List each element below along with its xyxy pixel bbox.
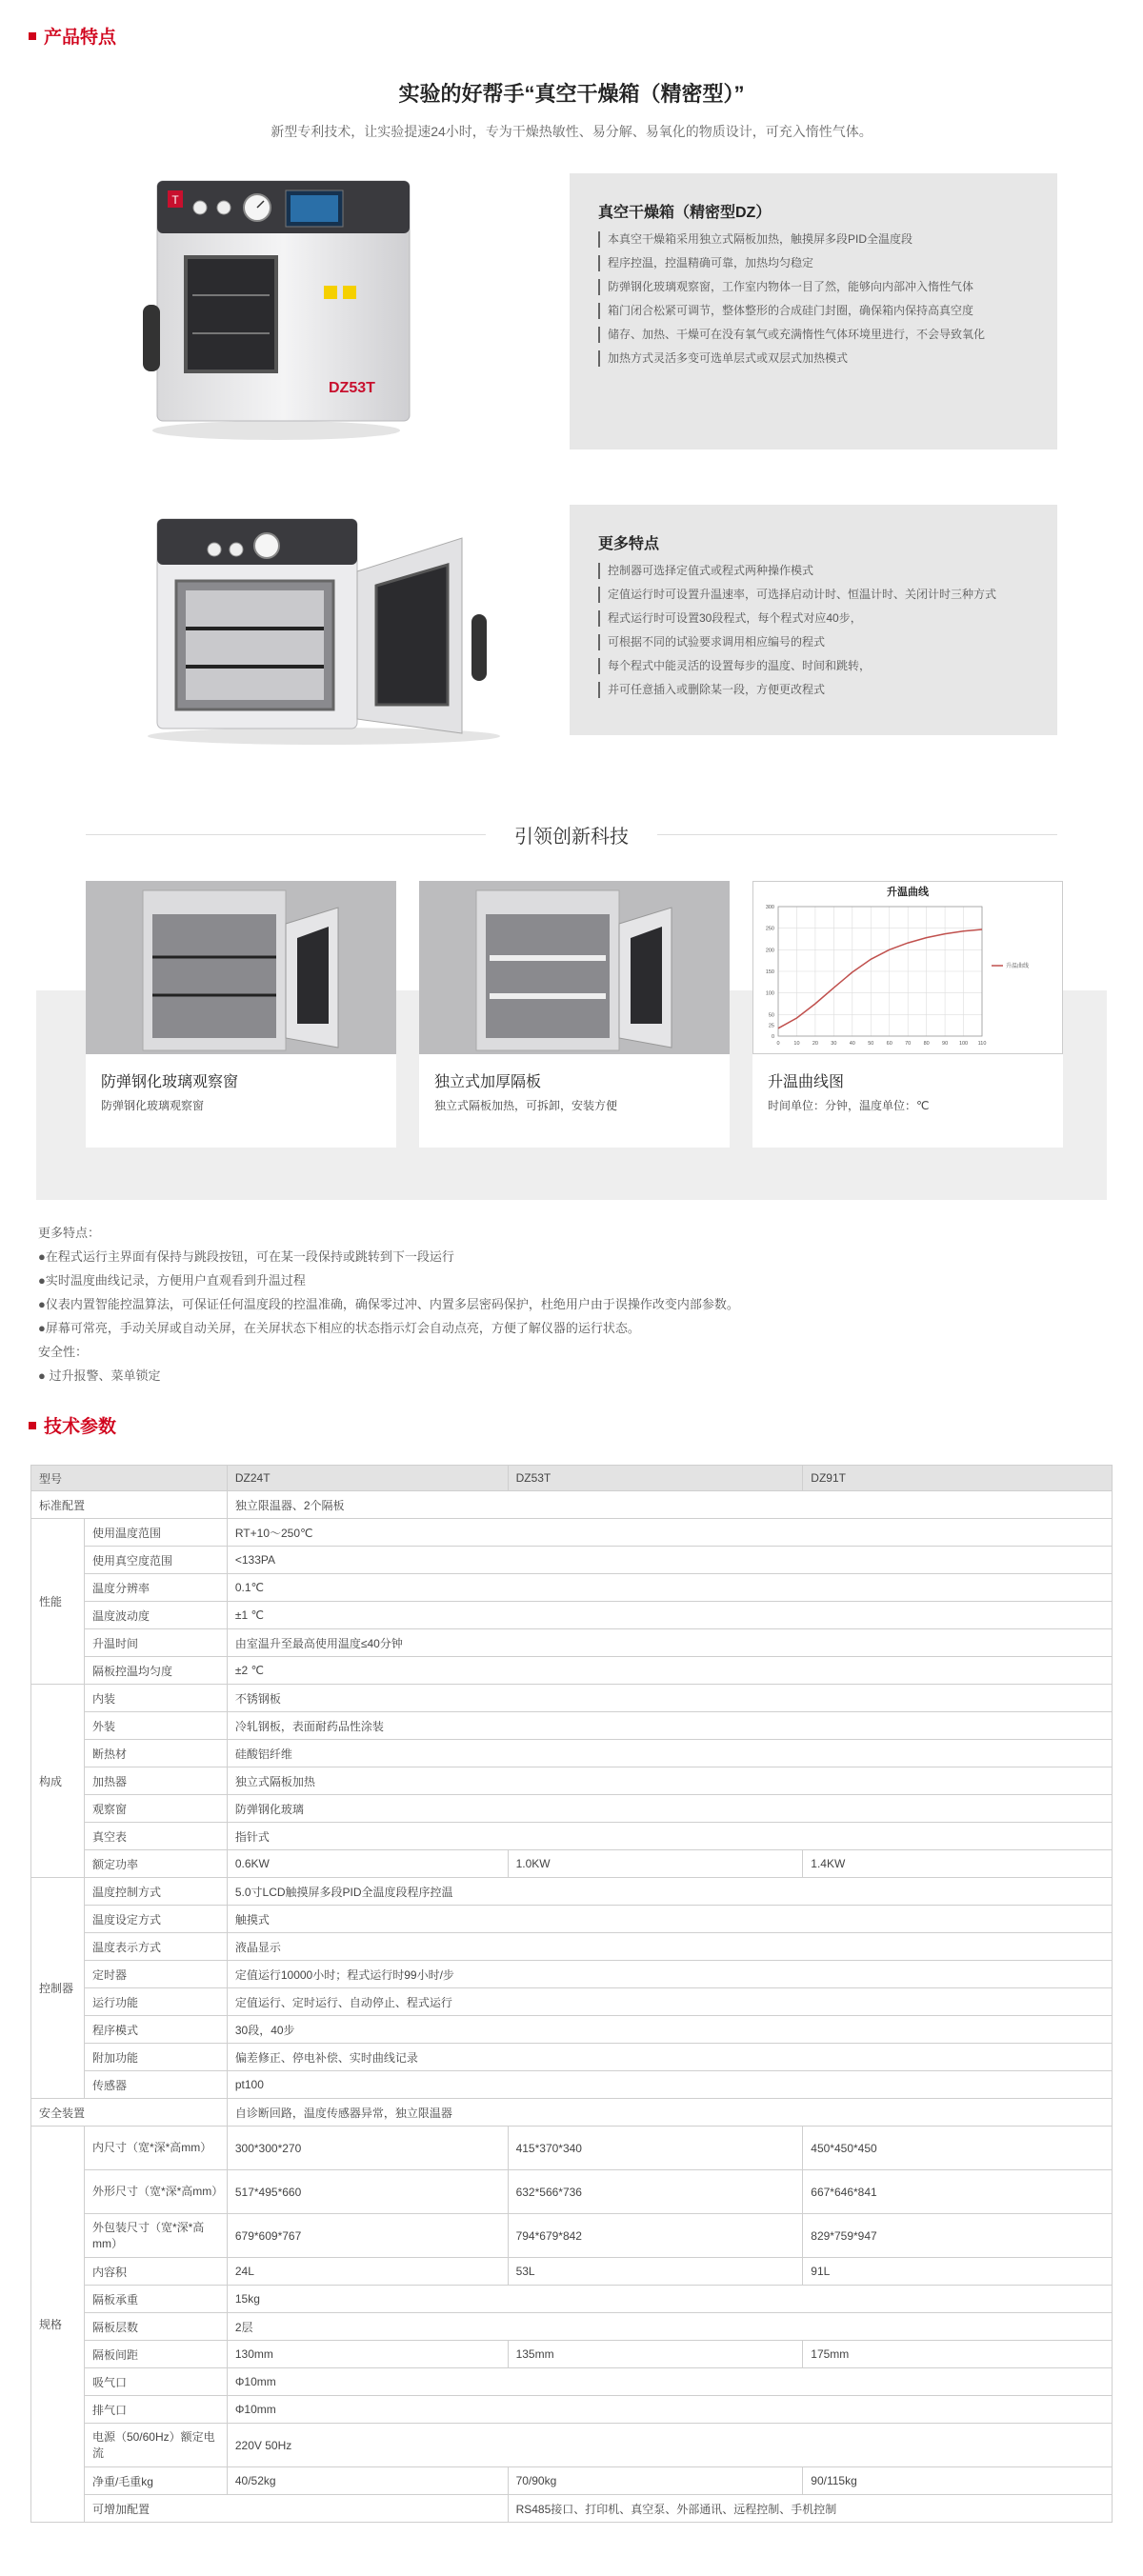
feature-item: 并可任意插入或删除某一段，方便更改程式 — [598, 682, 1029, 698]
card-image — [86, 881, 396, 1054]
table-header-row — [31, 1466, 1113, 1491]
row-label: 隔板承重 — [84, 2286, 227, 2313]
table-row — [31, 1961, 1113, 1988]
row-value: 220V 50Hz — [227, 2424, 1112, 2467]
row-value: Φ10mm — [227, 2396, 1112, 2424]
row-value: 独立式隔板加热 — [227, 1767, 1112, 1795]
y-tick-label: 250 — [765, 926, 774, 932]
row-value: 829*759*947 — [803, 2214, 1113, 2258]
row-label: 程序模式 — [84, 2016, 227, 2044]
row-value: 防弹钢化玻璃 — [227, 1795, 1112, 1823]
row-value: 指针式 — [227, 1823, 1112, 1850]
row-value: 794*679*842 — [508, 2214, 803, 2258]
x-tick-label: 40 — [849, 1041, 855, 1047]
feature-box-precision — [570, 173, 1057, 449]
card-description: 防弹钢化玻璃观察窗 — [101, 1099, 205, 1112]
y-tick-label: 300 — [765, 905, 774, 910]
row-label: 隔板控温均匀度 — [84, 1657, 227, 1685]
row-value: 415*370*340 — [508, 2127, 803, 2170]
group-label: 控制器 — [31, 1878, 85, 2099]
row-value: 2层 — [227, 2313, 1112, 2341]
row-label: 温度波动度 — [84, 1602, 227, 1629]
row-label: 使用温度范围 — [84, 1519, 227, 1547]
row-label: 温度表示方式 — [84, 1933, 227, 1961]
row-label: 温度设定方式 — [84, 1906, 227, 1933]
spec-table — [30, 1465, 1113, 2523]
row-label: 标准配置 — [31, 1491, 228, 1519]
table-row — [31, 2258, 1113, 2286]
features-section-heading — [29, 23, 116, 49]
page-subtitle: 新型专利技术，让实验提速24小时，专为干燥热敏性、易分解、易氧化的物质设计，可充入惰性气体。 — [271, 124, 872, 139]
table-row — [31, 1574, 1113, 1602]
row-value: 0.6KW — [227, 1850, 508, 1878]
y-tick-label: 0 — [771, 1034, 774, 1040]
table-row — [31, 2424, 1113, 2467]
row-label: 隔板间距 — [84, 2341, 227, 2368]
feature-box-more — [570, 505, 1057, 735]
row-label: 外形尺寸（宽*深*高mm） — [84, 2170, 227, 2214]
heading-marker — [29, 1422, 36, 1429]
row-value: <133PA — [227, 1547, 1112, 1574]
row-label: 外装 — [84, 1712, 227, 1740]
chart-title: 升温曲线 — [887, 887, 929, 898]
table-row — [31, 2396, 1113, 2424]
row-value: RS485接口、打印机、真空泵、外部通讯、远程控制、手机控制 — [508, 2495, 1112, 2523]
table-row — [31, 2016, 1113, 2044]
row-value: 175mm — [803, 2341, 1113, 2368]
feature-box-heading: 真空干燥箱（精密型DZ） — [598, 205, 772, 221]
tech-heading-text: 技术参数 — [44, 1417, 117, 1437]
more-features-line: ●屏幕可常亮，手动关屏或自动关屏，在关屏状态下相应的状态指示灯会自动点亮，方便了解仪器的运行状态。 — [38, 1321, 640, 1335]
table-row — [31, 1712, 1113, 1740]
feature-item: 加热方式灵活多变可选单层式或双层式加热模式 — [598, 350, 1029, 367]
more-features-line: ●在程式运行主界面有保持与跳段按钮，可在某一段保持或跳转到下一段运行 — [38, 1249, 454, 1264]
card-description: 独立式隔板加热，可拆卸，安装方便 — [434, 1099, 618, 1112]
table-row — [31, 1823, 1113, 1850]
row-label: 外包装尺寸（宽*深*高mm） — [84, 2214, 227, 2258]
row-value: pt100 — [227, 2071, 1112, 2099]
row-label: 额定功率 — [84, 1850, 227, 1878]
table-row — [31, 1602, 1113, 1629]
y-tick-label: 150 — [765, 969, 774, 975]
row-value: 触摸式 — [227, 1906, 1112, 1933]
header-cell: DZ53T — [508, 1466, 803, 1491]
header-cell: DZ91T — [803, 1466, 1113, 1491]
table-row — [31, 2170, 1113, 2214]
row-value: ±1 ℃ — [227, 1602, 1112, 1629]
divider — [657, 834, 1057, 835]
table-row — [31, 2099, 1113, 2127]
table-row — [31, 1629, 1113, 1657]
card-glass-window — [86, 881, 396, 1148]
row-value: 517*495*660 — [227, 2170, 508, 2214]
innovation-heading-text: 引领创新科技 — [514, 827, 629, 848]
table-row — [31, 1767, 1113, 1795]
row-value: 300*300*270 — [227, 2127, 508, 2170]
feature-item: 可根据不同的试验要求调用相应编号的程式 — [598, 634, 1029, 650]
x-tick-label: 20 — [812, 1041, 818, 1047]
row-label: 断热材 — [84, 1740, 227, 1767]
row-value: RT+10～250℃ — [227, 1519, 1112, 1547]
table-row — [31, 1878, 1113, 1906]
table-row — [31, 1795, 1113, 1823]
page-title: 实验的好帮手“真空干燥箱（精密型）” — [398, 82, 745, 106]
row-value: 1.4KW — [803, 1850, 1113, 1878]
table-row — [31, 1906, 1113, 1933]
table-row — [31, 1988, 1113, 2016]
y-tick-label: 50 — [768, 1012, 774, 1019]
feature-item: 定值运行时可设置升温速率，可选择启动计时、恒温计时、关闭计时三种方式 — [598, 587, 1029, 603]
x-tick-label: 70 — [905, 1041, 912, 1047]
model-label: DZ53T — [329, 380, 375, 396]
header-cell: 型号 — [31, 1466, 228, 1491]
table-row — [31, 1519, 1113, 1547]
row-label: 升温时间 — [84, 1629, 227, 1657]
feature-item: 本真空干燥箱采用独立式隔板加热，触摸屏多段PID全温度段 — [598, 231, 1029, 248]
group-label: 性能 — [31, 1519, 85, 1685]
row-label: 定时器 — [84, 1961, 227, 1988]
more-features-line: 更多特点： — [38, 1226, 101, 1240]
card-shelf — [419, 881, 730, 1148]
row-value: 70/90kg — [508, 2467, 803, 2495]
group-label: 规格 — [31, 2127, 85, 2523]
row-value: 液晶显示 — [227, 1933, 1112, 1961]
card-image — [419, 881, 730, 1054]
card-title: 独立式加厚隔板 — [434, 1074, 542, 1090]
card-description: 时间单位：分钟，温度单位：℃ — [768, 1099, 930, 1112]
row-value: 冷轧钢板，表面耐药品性涂装 — [227, 1712, 1112, 1740]
row-value: 独立限温器、2个隔板 — [227, 1491, 1112, 1519]
row-label: 内容积 — [84, 2258, 227, 2286]
row-label: 内装 — [84, 1685, 227, 1712]
table-row — [31, 1547, 1113, 1574]
card-title: 升温曲线图 — [768, 1074, 845, 1090]
x-tick-label: 100 — [958, 1041, 969, 1047]
group-label: 构成 — [31, 1685, 85, 1878]
y-tick-label: 25 — [768, 1023, 774, 1029]
chart-series-line — [778, 929, 982, 1028]
x-tick-label: 50 — [868, 1041, 874, 1047]
row-value: 632*566*736 — [508, 2170, 803, 2214]
chart-svg — [753, 882, 1062, 1053]
row-value: 40/52kg — [227, 2467, 508, 2495]
feature-box-heading: 更多特点 — [598, 536, 660, 552]
feature-item: 控制器可选择定值式或程式两种操作模式 — [598, 563, 1029, 579]
table-row — [31, 2286, 1113, 2313]
more-features-line: ●实时温度曲线记录，方便用户直观看到升温过程 — [38, 1273, 306, 1288]
row-value: ±2 ℃ — [227, 1657, 1112, 1685]
row-label: 吸气口 — [84, 2368, 227, 2396]
x-tick-label: 60 — [886, 1041, 892, 1047]
feature-item: 防弹钢化玻璃观察窗，工作室内物体一目了然，能够向内部冲入惰性气体 — [598, 279, 1029, 295]
row-value: 30段，40步 — [227, 2016, 1112, 2044]
table-row — [31, 2071, 1113, 2099]
row-label: 隔板层数 — [84, 2313, 227, 2341]
x-tick-label: 80 — [923, 1041, 930, 1047]
table-row — [31, 2127, 1113, 2170]
row-value: 不锈钢板 — [227, 1685, 1112, 1712]
row-label: 温度控制方式 — [84, 1878, 227, 1906]
x-tick-label: 110 — [977, 1041, 987, 1047]
header-cell: DZ24T — [227, 1466, 508, 1491]
row-label: 温度分辨率 — [84, 1574, 227, 1602]
x-tick-label: 10 — [793, 1041, 800, 1047]
row-value: 450*450*450 — [803, 2127, 1113, 2170]
table-row — [31, 1740, 1113, 1767]
tech-section-heading — [29, 1412, 116, 1438]
feature-item: 储存、加热、干燥可在没有氧气或充满惰性气体环境里进行，不会导致氧化 — [598, 327, 1029, 343]
y-tick-label: 200 — [765, 948, 774, 954]
product-image-open — [133, 509, 543, 748]
row-value: 91L — [803, 2258, 1113, 2286]
row-value: 定值运行10000小时；程式运行时99小时/步 — [227, 1961, 1112, 1988]
row-value: 5.0寸LCD触摸屏多段PID全温度段程序控温 — [227, 1878, 1112, 1906]
table-row — [31, 1657, 1113, 1685]
row-value: 53L — [508, 2258, 803, 2286]
row-value: 679*609*767 — [227, 2214, 508, 2258]
table-row — [31, 2214, 1113, 2258]
row-label: 真空表 — [84, 1823, 227, 1850]
card-title: 防弹钢化玻璃观察窗 — [101, 1074, 239, 1090]
row-label: 排气口 — [84, 2396, 227, 2424]
row-value: 24L — [227, 2258, 508, 2286]
row-value: 1.0KW — [508, 1850, 803, 1878]
card-heating-curve — [752, 881, 1063, 1148]
y-tick-label: 100 — [765, 990, 774, 997]
more-features-line: 安全性： — [38, 1345, 89, 1359]
more-features — [38, 1221, 739, 1388]
feature-item: 程式运行时可设置30段程式，每个程式对应40步， — [598, 610, 1029, 627]
x-tick-label: 90 — [942, 1041, 949, 1047]
row-label: 内尺寸（宽*深*高mm） — [84, 2127, 227, 2170]
row-value: 0.1℃ — [227, 1574, 1112, 1602]
innovation-heading — [86, 821, 1057, 848]
table-row — [31, 1933, 1113, 1961]
row-value: 偏差修正、停电补偿、实时曲线记录 — [227, 2044, 1112, 2071]
row-label: 安全装置 — [31, 2099, 228, 2127]
table-row — [31, 2467, 1113, 2495]
svg-text:T: T — [171, 193, 179, 207]
row-value: 90/115kg — [803, 2467, 1113, 2495]
row-label: 加热器 — [84, 1767, 227, 1795]
features-heading-text: 产品特点 — [44, 28, 117, 48]
row-value: 130mm — [227, 2341, 508, 2368]
table-row — [31, 2044, 1113, 2071]
row-label: 电源（50/60Hz）额定电流 — [84, 2424, 227, 2467]
row-label: 附加功能 — [84, 2044, 227, 2071]
row-label: 使用真空度范围 — [84, 1547, 227, 1574]
feature-item: 每个程式中能灵活的设置每步的温度、时间和跳转， — [598, 658, 1029, 674]
feature-item: 程序控温，控温精确可靠，加热均匀稳定 — [598, 255, 1029, 271]
feature-list — [598, 231, 1029, 367]
more-features-line: ●仪表内置智能控温算法，可保证任何温度段的控温准确，确保零过冲、内置多层密码保护，杜绝用户由于误操作改变内部参数。 — [38, 1297, 739, 1311]
table-row — [31, 2313, 1113, 2341]
row-label: 净重/毛重kg — [84, 2467, 227, 2495]
row-value: Φ10mm — [227, 2368, 1112, 2396]
table-row — [31, 1850, 1113, 1878]
table-row — [31, 1491, 1113, 1519]
feature-list — [598, 563, 1029, 698]
table-row — [31, 1685, 1113, 1712]
row-value: 自诊断回路，温度传感器异常，独立限温器 — [227, 2099, 1112, 2127]
row-value: 定值运行、定时运行、自动停止、程式运行 — [227, 1988, 1112, 2016]
heating-curve-chart — [752, 881, 1063, 1054]
row-label: 传感器 — [84, 2071, 227, 2099]
x-tick-label: 30 — [831, 1041, 837, 1047]
more-features-line: ● 过升报警、菜单锁定 — [38, 1368, 161, 1383]
table-row — [31, 2495, 1113, 2523]
product-image-closed — [133, 171, 419, 448]
row-value: 135mm — [508, 2341, 803, 2368]
heading-marker — [29, 32, 36, 40]
feature-item: 箱门闭合松紧可调节，整体整形的合成硅门封圈，确保箱内保持高真空度 — [598, 303, 1029, 319]
legend-label: 升温曲线 — [1006, 964, 1030, 969]
row-value: 硅酸铝纤维 — [227, 1740, 1112, 1767]
row-value: 15kg — [227, 2286, 1112, 2313]
row-label: 观察窗 — [84, 1795, 227, 1823]
row-value: 667*646*841 — [803, 2170, 1113, 2214]
table-row — [31, 2368, 1113, 2396]
table-row — [31, 2341, 1113, 2368]
row-label: 运行功能 — [84, 1988, 227, 2016]
row-label: 可增加配置 — [84, 2495, 508, 2523]
row-value: 由室温升至最高使用温度≤40分钟 — [227, 1629, 1112, 1657]
x-tick-label: 0 — [776, 1041, 780, 1047]
